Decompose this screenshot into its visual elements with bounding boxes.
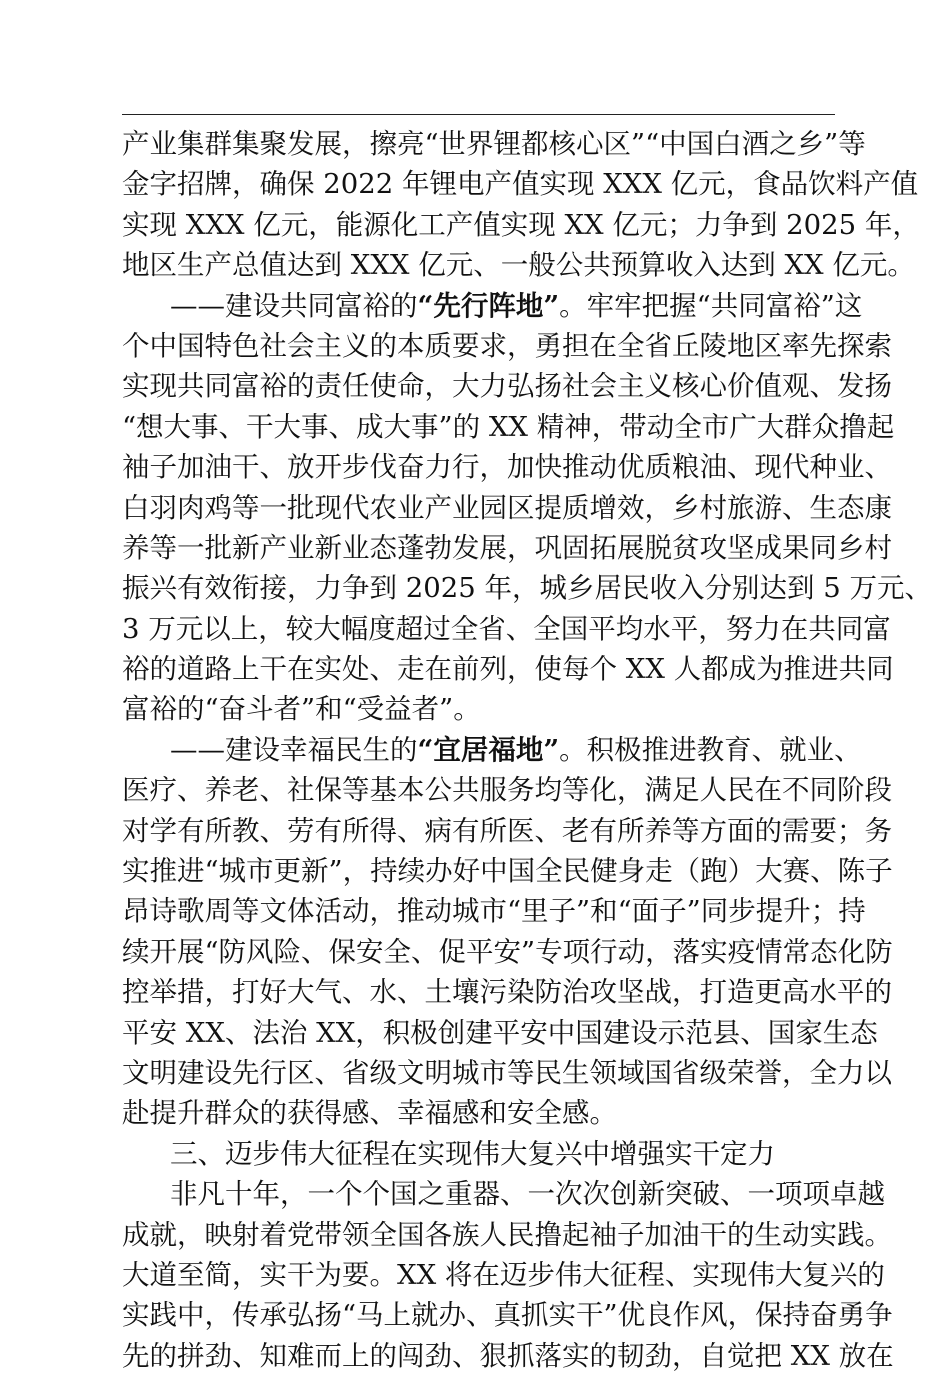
section-heading-three: 三、迈步伟大征程在实现伟大复兴中增强实干定力 [170,1137,775,1170]
text-line: 实现 XXX 亿元，能源化工产值实现 XX 亿元；力争到 2025 年， [122,208,920,241]
text-line: 平安 XX、法治 XX，积极创建平安中国建设示范县、国家生态 [122,1016,878,1049]
text-line: 富裕的“奋斗者”和“受益者”。 [122,693,481,726]
text-line: 产业集群集聚发展，擦亮“世界锂都核心区”“中国白酒之乡”等 [122,128,866,160]
text-line: 医疗、养老、社保等基本公共服务均等化，满足人民在不同阶段 [122,774,892,807]
text-line: 控举措，打好大气、水、土壤污染防治攻坚战，打造更高水平的 [122,976,892,1009]
text-line: 非凡十年，一个个国之重器、一次次创新突破、一项项卓越 [170,1178,885,1211]
text-line: 地区生产总值达到 XXX 亿元、一般公共预算收入达到 XX 亿元。 [122,249,915,282]
text-line: 文明建设先行区、省级文明城市等民生领域国省级荣誉，全力以 [122,1056,892,1089]
text-line: 袖子加油干、放开步伐奋力行，加快推动优质粮油、现代种业、 [122,451,892,484]
header-rule [122,114,835,115]
heading-prefix: ——建设幸福民生的 [170,733,418,766]
text-line: 振兴有效衔接，力争到 2025 年，城乡居民收入分别达到 5 万元、 [122,572,932,605]
heading-suffix: 。积极推进教育、就业、 [559,733,862,766]
text-line: 赴提升群众的获得感、幸福感和安全感。 [122,1097,617,1130]
text-line: 昂诗歌周等文体活动，推动城市“里子”和“面子”同步提升；持 [122,895,866,928]
text-line: “想大事、干大事、成大事”的 XX 精神，带动全市广大群众撸起 [122,410,895,443]
text-line: 先的拼劲、知难而上的闯劲、狠抓落实的韧劲，自觉把 XX 放在 [122,1339,894,1372]
text-line: 成就，映射着党带领全国各族人民撸起袖子加油干的生动实践。 [122,1218,892,1251]
text-line: 个中国特色社会主义的本质要求，勇担在全省丘陵地区率先探索 [122,329,892,362]
text-line: 大道至简，实干为要。XX 将在迈步伟大征程、实现伟大复兴的 [122,1258,885,1291]
body-text [122,124,932,1376]
heading-bold-title: “宜居福地” [417,733,560,766]
section-heading-prosperity [122,286,863,326]
text-line: 养等一批新产业新业态蓬勃发展，巩固拓展脱贫攻坚成果同乡村 [122,531,892,564]
text-line: 对学有所教、劳有所得、病有所医、老有所养等方面的需要；务 [122,814,892,847]
text-line: 实推进“城市更新”，持续办好中国全民健身走（跑）大赛、陈子 [122,855,893,888]
text-line: 实践中，传承弘扬“马上就办、真抓实干”优良作风，保持奋勇争 [122,1299,893,1332]
text-line: 白羽肉鸡等一批现代农业产业园区提质增效，乡村旅游、生态康 [122,491,892,524]
section-heading-livelihood [122,730,862,770]
heading-suffix: 。牢牢把握“共同富裕”这 [559,289,863,322]
heading-bold-title: “先行阵地” [417,289,560,322]
text-line: 金字招牌，确保 2022 年锂电产值实现 XXX 亿元，食品饮料产值 [122,168,919,201]
heading-prefix: ——建设共同富裕的 [170,289,418,322]
text-line: 续开展“防风险、保安全、促平安”专项行动，落实疫情常态化防 [122,935,893,968]
text-line: 实现共同富裕的责任使命，大力弘扬社会主义核心价值观、发扬 [122,370,892,403]
text-line: 3 万元以上，较大幅度超过全省、全国平均水平，努力在共同富 [122,612,891,645]
text-line: 裕的道路上干在实处、走在前列，使每个 XX 人都成为推进共同 [122,653,894,686]
